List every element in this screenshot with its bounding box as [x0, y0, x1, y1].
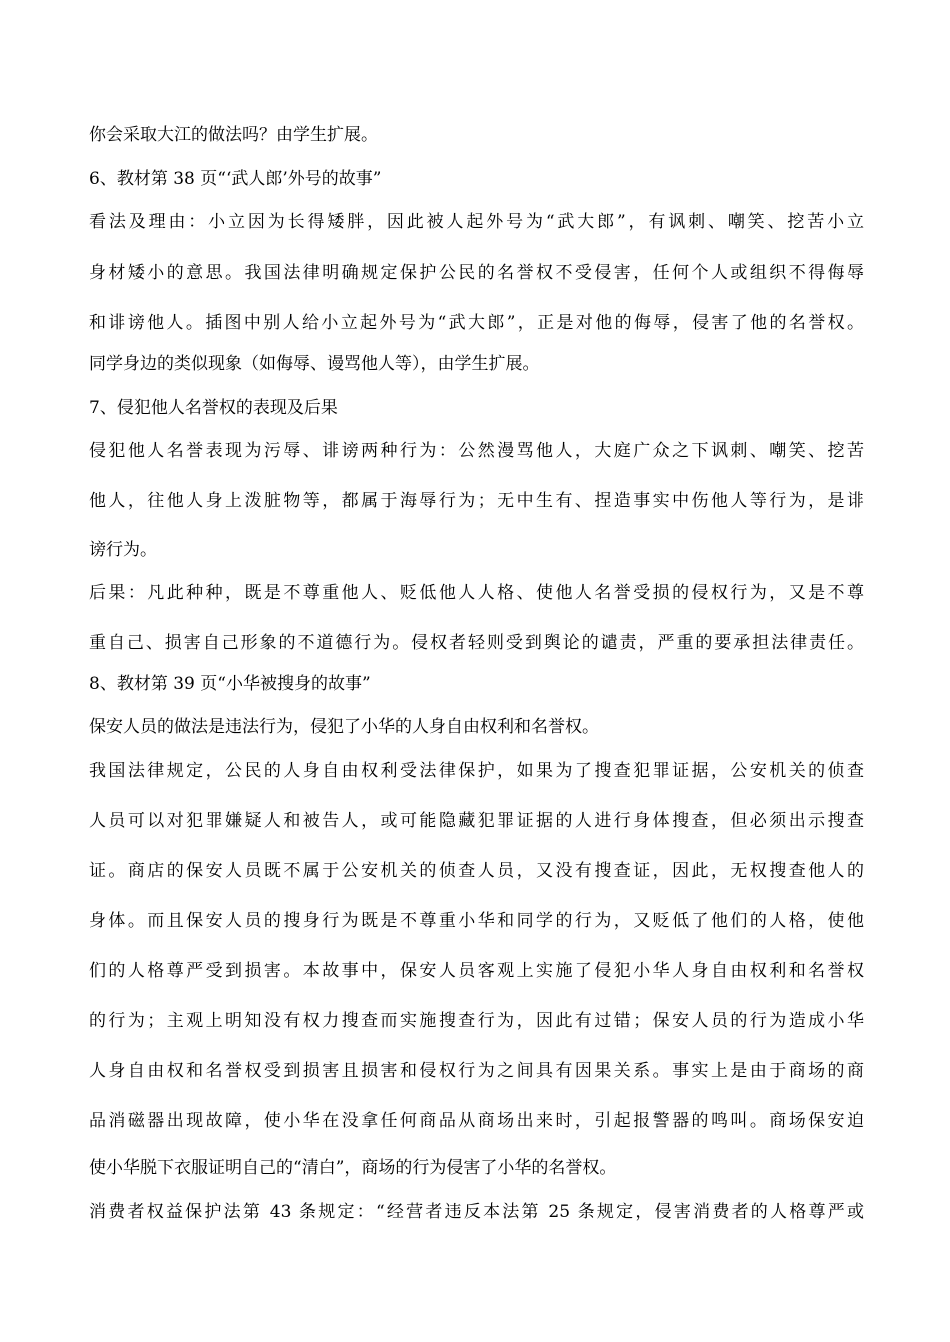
- text-line-4: 身材矮小的意思。我国法律明确规定保护公民的名誉权不受侵害，任何个人或组织不得侮辱: [89, 263, 864, 283]
- text-line-12: 重自己、损害自己形象的不道德行为。侵权者轻则受到舆论的谴责，严重的要承担法律责任。: [89, 633, 864, 653]
- text-line-20: 的行为；主观上明知没有权力搜查而实施搜查行为，因此有过错；保安人员的行为造成小华: [89, 1011, 864, 1031]
- text-line-18: 身体。而且保安人员的搜身行为既是不尊重小华和同学的行为，又贬低了他们的人格，使他: [89, 911, 864, 931]
- text-line-23: 使小华脱下衣服证明自己的“清白”，商场的行为侵害了小华的名誉权。: [89, 1158, 617, 1178]
- text-line-5: 和诽谤他人。插图中别人给小立起外号为“武大郎”，正是对他的侮辱，侵害了他的名誉权。: [89, 313, 864, 333]
- text-line-9: 他人，往他人身上泼脏物等，都属于海辱行为；无中生有、捏造事实中伤他人等行为，是诽: [89, 491, 864, 511]
- text-line-10: 谤行为。: [89, 540, 157, 560]
- text-line-17: 证。商店的保安人员既不属于公安机关的侦查人员，又没有搜查证，因此，无权搜查他人的: [89, 861, 864, 881]
- text-line-21: 人身自由权和名誉权受到损害且损害和侵权行为之间具有因果关系。事实上是由于商场的商: [89, 1061, 864, 1081]
- text-line-19: 们的人格尊严受到损害。本故事中，保安人员客观上实施了侵犯小华人身自由权利和名誉权: [89, 961, 864, 981]
- text-line-11: 后果：凡此种种，既是不尊重他人、贬低他人人格、使他人名誉受损的侵权行为，又是不尊: [89, 583, 864, 603]
- text-line-6: 同学身边的类似现象（如侮辱、谩骂他人等），由学生扩展。: [89, 354, 540, 374]
- text-line-16: 人员可以对犯罪嫌疑人和被告人，或可能隐藏犯罪证据的人进行身体搜查，但必须出示搜查: [89, 811, 864, 831]
- text-line-15: 我国法律规定，公民的人身自由权利受法律保护，如果为了搜查犯罪证据，公安机关的侦查: [89, 761, 864, 781]
- text-line-24: 消费者权益保护法第 43 条规定：“经营者违反本法第 25 条规定，侵害消费者的人格尊严或: [89, 1202, 864, 1222]
- text-line-8: 侵犯他人名誉表现为污辱、诽谤两种行为：公然漫骂他人，大庭广众之下讽刺、嘲笑、挖苦: [89, 441, 864, 461]
- section-heading-8: 8、教材第 39 页“小华被搜身的故事”: [89, 674, 371, 694]
- section-heading-7: 7、侵犯他人名誉权的表现及后果: [89, 398, 338, 418]
- text-line-3: 看法及理由：小立因为长得矮胖，因此被人起外号为“武大郎”，有讽刺、嘲笑、挖苦小立: [89, 212, 864, 232]
- section-heading-6: 6、教材第 38 页“‘武人郎’外号的故事”: [89, 169, 382, 189]
- text-line-1: 你会采取大江的做法吗？由学生扩展。: [89, 125, 378, 145]
- text-line-22: 品消磁器出现故障，使小华在没拿任何商品从商场出来时，引起报警器的鸣叫。商场保安迫: [89, 1111, 864, 1131]
- text-line-14: 保安人员的做法是违法行为，侵犯了小华的人身自由权利和名誉权。: [89, 717, 599, 737]
